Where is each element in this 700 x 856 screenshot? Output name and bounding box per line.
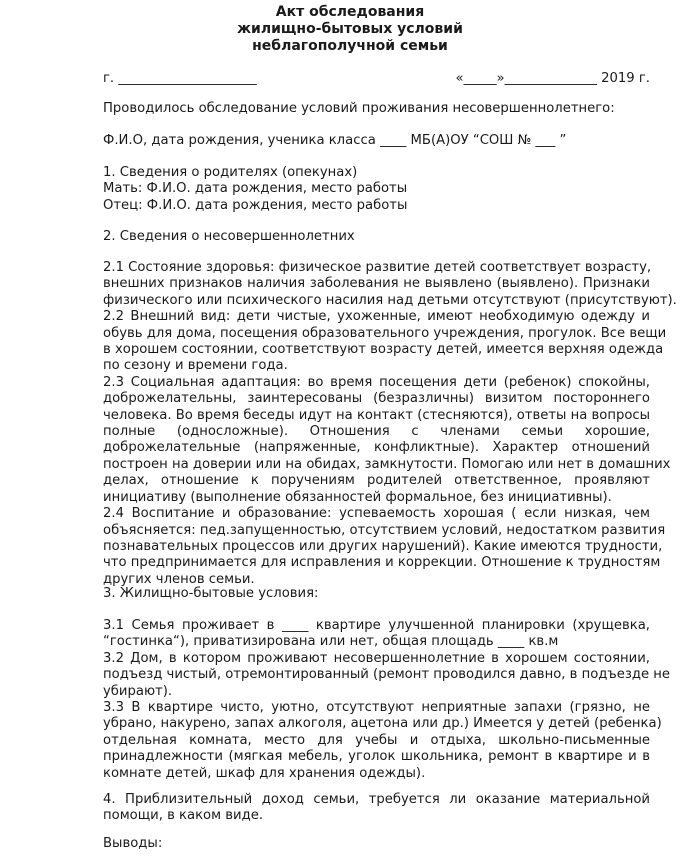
body-line: 3.3 В квартире чисто, уютно, отсутствуют неприятные запахи (грязно, не [103, 700, 650, 716]
body-line: 3.2 Дом, в котором проживают несовершеннолетние в хорошем состоянии, [103, 650, 650, 666]
body-line: 2.4 Воспитание и образование: успеваемость хорошая ( если низкая, чем [103, 506, 650, 522]
intro-text: Проводилось обследование условий проживания несовершеннолетнего: [103, 101, 615, 116]
body-line: 2.2 Внешний вид: дети чистые, ухоженные, имеют необходимую одежду и [103, 309, 650, 325]
body-line: 2.3 Социальная адаптация: во время посещения дети (ребенок) спокойны, [103, 374, 650, 390]
body-line: построен на доверии или на обидах, замкнутости. Помогаю или нет в домашних [103, 456, 671, 472]
body-line: полные (односложные). Отношения с членами семьи хорошие, [103, 424, 650, 440]
body-line: принадлежности (мягкая мебель, уголок школьника, ремонт в квартире и в [103, 749, 650, 765]
section-2-body [103, 260, 677, 588]
title-line-3: неблагополучной семьи [252, 38, 448, 54]
body-line: по сезону и времени года. [103, 358, 288, 374]
body-line: доброжелательны, заинтересованы (безразличны) визитом постороннего [103, 391, 650, 407]
body-line: человека. Во время беседы идут на контакт (стесняются), ответы на вопросы [103, 407, 651, 423]
body-line: в хорошем состоянии, соответствуют возрасту детей, имеется верхняя одежда [103, 342, 664, 358]
section-3-heading: 3. Жилищно-бытовые условия: [103, 586, 319, 601]
body-line: 4. Приблизительный доход семьи, требуется ли оказание материальной [103, 792, 650, 807]
body-line: убирают). [103, 683, 173, 699]
body-line: инициативу (выполнение обязанностей формальное, без инициативны). [103, 489, 612, 505]
body-line: других членов семьи. [103, 571, 255, 587]
body-line: обувь для дома, посещения образовательного учреждения, прогулок. Все вещи [103, 325, 667, 341]
body-line: познавательных процессов или других нарушений). Какие имеются трудности, [103, 538, 663, 554]
body-line: отдельная комната, место для учебы и отдыха, школьно-письменные [103, 732, 650, 748]
father-line: Отец: Ф.И.О. дата рождения, место работы [103, 197, 408, 213]
section-4 [103, 792, 650, 825]
section-1-heading: 1. Сведения о родителях (опекунах) [103, 165, 358, 180]
body-line: делах, отношение к поручениям родителей ответственное, проявляют [103, 473, 650, 489]
body-line: подъезд чистый, отремонтированный (ремонт проводился давно, в подъезде не [103, 667, 671, 683]
body-line: внешних признаков наличия заболевания не выявлено (выявлено). Признаки [103, 276, 650, 292]
body-line: “гостинка“), приватизирована или нет, общая площадь ____ кв.м [103, 634, 559, 650]
title-line-1: Акт обследования [275, 4, 425, 20]
body-line: объясняется: пед.запущенностью, отсутствием условий, недостатком развития [103, 522, 666, 538]
section-2-heading: 2. Сведения о несовершеннолетних [103, 229, 355, 244]
body-line: помощи, в каком виде. [103, 808, 264, 824]
title-line-2: жилищно-бытовых условий [237, 21, 463, 37]
place-line: г. _____________________ [103, 71, 257, 86]
body-line: 2.1 Состояние здоровья: физическое развитие детей соответствует возрасту, [103, 260, 652, 275]
body-line: комнате детей, шкаф для хранения одежды). [103, 765, 426, 781]
section-3-body [103, 618, 671, 782]
body-line: 3.1 Семья проживает в ____ квартире улучшенной планировки (хрущевка, [103, 618, 650, 633]
mother-line: Мать: Ф.И.О. дата рождения, место работы [103, 181, 408, 197]
student-line: Ф.И.О, дата рождения, ученика класса ____ МБ(А)ОУ “СОШ № ___ ” [103, 133, 567, 148]
body-line: что предпринимается для исправления и коррекции. Отношение к трудностям [103, 555, 661, 571]
body-line: физического или психического насилия над детьми отсутствуют (присутствуют). [103, 292, 677, 308]
conclusions-label: Выводы: [103, 836, 163, 851]
body-line: убрано, накурено, запах алкоголя, ацетона или др.) Имеется у детей (ребенка) [103, 716, 662, 732]
document-title [0, 4, 700, 55]
date-line: «_____»______________ 2019 г. [455, 71, 650, 86]
section-1 [103, 165, 650, 214]
body-line: доброжелательные (напряженные, конфликтные). Характер отношений [103, 440, 650, 456]
